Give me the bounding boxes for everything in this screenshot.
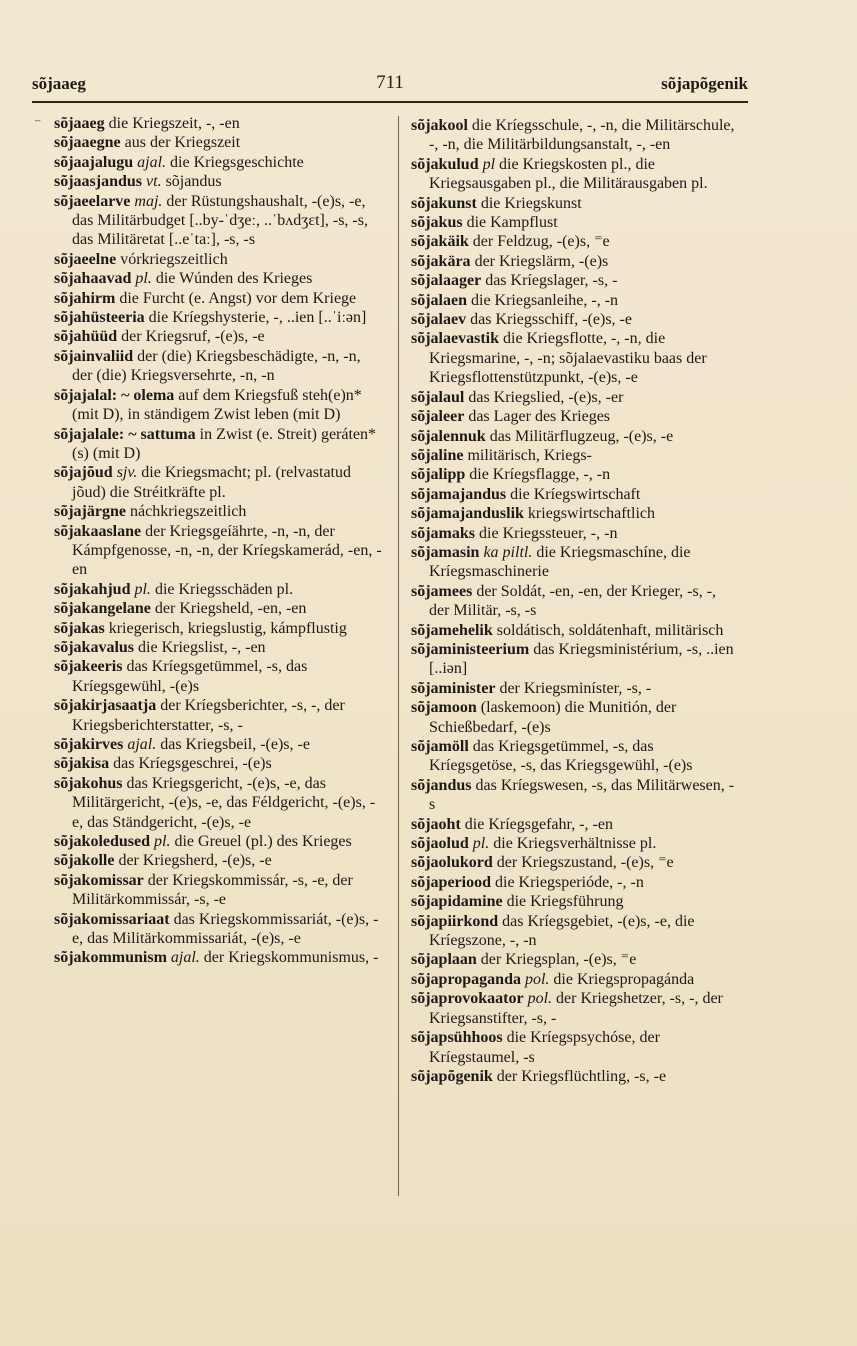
entry-headword: sõjamehelik [411, 621, 493, 639]
dictionary-entry [411, 427, 739, 446]
dictionary-entry [411, 465, 739, 484]
entry-translation: die Kriegsmaschíne, die Kríegsmaschinerie [429, 543, 691, 581]
entry-headword: sõjapropaganda [411, 970, 521, 988]
entry-translation: die Kríegswirtschaft [506, 485, 641, 503]
dictionary-entry [411, 737, 739, 776]
entry-headword: sõjaleer [411, 408, 465, 426]
dictionary-entry [411, 388, 739, 407]
dictionary-entry [54, 308, 382, 327]
entry-translation: die Kriegsmacht; pl. (relvastatud jõud) die Stréitkräfte pl. [72, 464, 351, 501]
entry-translation: in Zwist (e. Streit) geráten* (s) (mit D) [72, 425, 377, 462]
entry-translation: das Kríegsgeschrei, -(e)s [109, 755, 272, 773]
dictionary-entry [54, 696, 382, 735]
entry-translation: der Kriegsherd, -(e)s, -e [114, 852, 272, 870]
entry-label: pl. [130, 580, 151, 598]
dictionary-entry [54, 502, 382, 521]
entry-headword: sõjaplaan [411, 951, 477, 969]
left-column [54, 114, 382, 968]
entry-translation: der Kriegshetzer, -s, -, der Kriegsanstifter, -s, - [429, 990, 723, 1027]
entry-label: ajal. [123, 736, 157, 753]
entry-translation: die Kriegsführung [502, 893, 624, 911]
entry-translation: náchkriegszeitlich [125, 503, 247, 521]
entry-headword: sõjalaevastik [411, 330, 499, 348]
entry-headword: sõjalaul [411, 388, 465, 406]
dictionary-entry [54, 269, 382, 288]
dictionary-entry [54, 522, 382, 580]
entry-translation: der Kriegsflüchtling, -s, -e [492, 1067, 667, 1085]
entry-headword: sõjakulud [411, 155, 479, 173]
dictionary-entry [54, 851, 382, 870]
entry-translation: der Kríegsberichter, -s, -, der Kriegsberichterstatter, -s, - [72, 697, 345, 734]
entry-translation: das Kriegslied, -(e)s, -er [464, 388, 624, 406]
entry-headword: sõjakas [54, 619, 105, 637]
entry-translation: die Kríegsgefahr, -, -en [460, 815, 613, 833]
dictionary-entry [411, 853, 739, 872]
entry-headword: sõjamajandus [411, 485, 507, 503]
entry-headword: sõjaaegne [54, 134, 121, 152]
dictionary-entry [411, 640, 739, 679]
dictionary-entry [411, 582, 739, 621]
entry-label: pl [478, 155, 496, 173]
entry-translation: das Kríegswesen, -s, das Militärwesen, -s [429, 776, 735, 814]
dictionary-entry [411, 446, 739, 465]
entry-headword: sõjajalale: ~ sattuma [54, 425, 196, 443]
entry-translation: die Kríegsschule, -, -n, die Militärschule, -, -n, die Militärbildungsanstalt, -, -en [429, 117, 735, 154]
entry-translation: (laskemoon) die Munitión, der Schießbedarf, -(e)s [429, 699, 677, 736]
entry-label: pol. [520, 970, 550, 988]
dictionary-entry [411, 698, 739, 737]
dictionary-entry [411, 116, 739, 155]
entry-translation: der Kriegslärm, -(e)s [470, 252, 609, 270]
dictionary-entry [54, 657, 382, 696]
dictionary-entry [411, 621, 739, 640]
entry-headword: sõjakavalus [54, 638, 135, 656]
entry-headword: sõjakoledused [54, 833, 151, 851]
entry-translation: der Kriegsheld, -en, -en [150, 600, 307, 618]
entry-translation: der Kriegszustand, -(e)s, ⁼e [492, 854, 674, 872]
entry-headword: sõjakirjasaatja [54, 697, 157, 715]
entry-headword: sõjaminister [411, 679, 496, 697]
entry-translation: die Kríegshysterie, -, ..ien [..ˈiːən] [144, 309, 367, 327]
dictionary-entry [411, 679, 739, 698]
entry-headword: sõjaministeerium [411, 640, 530, 658]
entry-headword: sõjakäik [411, 233, 469, 251]
dictionary-entry [411, 989, 739, 1028]
entry-headword: sõjandus [411, 776, 472, 794]
entry-label: ka piltl. [479, 543, 533, 561]
dictionary-entry [411, 310, 739, 329]
entry-label: pl. [468, 835, 490, 853]
dictionary-entry [411, 213, 739, 232]
entry-headword: sõjaolud [411, 835, 469, 853]
entry-translation: die Kriegsperióde, -, -n [491, 873, 644, 891]
entry-label: vt. [142, 173, 162, 191]
right-column [411, 116, 739, 1086]
entry-headword: sõjahüsteeria [54, 309, 145, 327]
entry-headword: sõjaaeg [54, 115, 105, 132]
entry-headword: sõjaoht [411, 815, 461, 833]
header-left-headword: sõjaaeg [32, 74, 86, 93]
dictionary-entry [54, 619, 382, 638]
entry-headword: sõjakolle [54, 852, 115, 870]
entry-headword: sõjapõgenik [411, 1067, 493, 1085]
entry-translation: der Kriegskommissár, -s, -e, der Militärkommissár, -s, -e [72, 871, 353, 909]
entry-headword: sõjakirves [54, 736, 124, 753]
entry-headword: sõjamees [411, 582, 473, 600]
dictionary-entry [54, 133, 382, 152]
dictionary-entry [54, 599, 382, 618]
entry-translation: die Kriegspropagánda [549, 970, 695, 988]
dictionary-entry [411, 815, 739, 834]
entry-translation: der Kriegsgeíährte, -n, -n, der Kámpfgenosse, -n, -n, der Kríegskamerád, -en, -en [72, 522, 382, 579]
entry-label: ajal. [166, 949, 200, 967]
entry-label: pl. [150, 833, 171, 851]
dictionary-entry [54, 289, 382, 308]
entry-translation: der Soldát, -en, -en, der Krieger, -s, -, der Militär, -s, -s [429, 582, 717, 620]
entry-headword: sõjajärgne [54, 503, 126, 521]
entry-translation: militärisch, Kriegs- [463, 446, 592, 464]
entry-translation: der Kriegsminíster, -s, - [495, 679, 652, 697]
dictionary-entry [411, 970, 739, 989]
entry-label: ajal. [133, 153, 167, 171]
entry-translation: der Kriegsplan, -(e)s, ⁼e [476, 951, 637, 969]
entry-translation: das Kriegsgetümmel, -s, das Kríegsgetöse, -s, das Kriegsgewühl, -(e)s [429, 738, 693, 775]
entry-translation: die Kriegsgeschichte [166, 153, 304, 171]
entry-headword: sõjakomissariaat [54, 910, 170, 928]
dictionary-entry [54, 871, 382, 910]
dictionary-entry [411, 329, 739, 387]
entry-headword: sõjakomissar [54, 871, 144, 889]
entry-headword: sõjahüüd [54, 328, 118, 346]
entry-headword: sõjakära [411, 252, 471, 270]
entry-translation: das Kríegsgebiet, -(e)s, -e, die Kríegszone, -, -n [429, 912, 695, 950]
entry-headword: sõjamajanduslik [411, 505, 524, 523]
entry-translation: das Kríegslager, -s, - [481, 272, 618, 290]
entry-headword: sõjaolukord [411, 854, 493, 872]
entry-translation: das Kriegsministérium, -s, ..ien [..iən] [429, 640, 734, 678]
dictionary-entry [411, 504, 739, 523]
entry-headword: sõjalennuk [411, 427, 486, 445]
dictionary-entry [411, 834, 739, 853]
entry-translation: der Kriegsruf, -(e)s, -e [117, 328, 265, 346]
entry-headword: sõjamaks [411, 524, 476, 542]
entry-translation: der Feldzug, -(e)s, ⁼e [468, 233, 610, 251]
page-number: 711 [376, 72, 404, 93]
entry-translation: der Rüstungshaushalt, -(e)s, -e, das Militärbudget [..by-ˈdʒeː, ..ˈbʌdʒɛt], -s, -s, das Militäretat [..eˈtaː], -s, -s [72, 192, 368, 249]
dictionary-entry [411, 776, 739, 815]
entry-translation: das Kriegskommissariát, -(e)s, -e, das Militärkommissariát, -(e)s, -e [72, 910, 379, 948]
entry-headword: sõjakisa [54, 755, 110, 773]
dictionary-entry [54, 250, 382, 269]
entry-headword: sõjalipp [411, 466, 466, 484]
dictionary-entry [54, 327, 382, 346]
dictionary-entry [54, 192, 382, 250]
entry-translation: die Wúnden des Krieges [151, 270, 313, 288]
dictionary-entry [54, 832, 382, 851]
entry-translation: kriegswirtschaftlich [523, 505, 655, 523]
entry-translation: die Kríegsflagge, -, -n [465, 466, 611, 484]
entry-label: pol. [523, 990, 553, 1008]
entry-headword: sõjahirm [54, 289, 116, 307]
dictionary-entry [411, 912, 739, 951]
dictionary-entry [411, 950, 739, 969]
dictionary-entry [54, 463, 382, 502]
entry-headword: sõjapiirkond [411, 912, 499, 930]
dictionary-entry [54, 948, 382, 967]
dictionary-entry [411, 407, 739, 426]
dictionary-entry [411, 232, 739, 251]
entry-headword: sõjaperiood [411, 873, 491, 891]
entry-headword: sõjakohus [54, 774, 123, 792]
entry-translation: sõjandus [161, 173, 222, 191]
entry-translation: kriegerisch, kriegslustig, kámpflustig [104, 619, 347, 637]
entry-headword: sõjakus [411, 214, 463, 232]
entry-headword: sõjajalal: ~ olema [54, 386, 175, 404]
dictionary-entry [411, 524, 739, 543]
dictionary-entry [54, 754, 382, 773]
dictionary-entry [54, 910, 382, 949]
dictionary-entry [54, 580, 382, 599]
dictionary-entry [411, 1067, 739, 1086]
entry-headword: sõjakangelane [54, 600, 151, 618]
entry-headword: sõjalaen [411, 291, 467, 309]
entry-headword: sõjaasjandus [54, 173, 143, 191]
dictionary-entry [411, 873, 739, 892]
entry-translation: die Kriegsanleihe, -, -n [467, 291, 619, 309]
entry-headword: sõjaprovokaator [411, 990, 524, 1008]
entry-translation: die Kriegslist, -, -en [134, 638, 266, 656]
margin-mark: ⁻ [34, 116, 42, 132]
entry-translation: die Kriegsschäden pl. [150, 580, 294, 598]
entry-translation: die Furcht (e. Angst) vor dem Kriege [115, 289, 357, 307]
entry-translation: soldátisch, soldátenhaft, militärisch [492, 621, 724, 639]
entry-translation: die Kriegsflotte, -, -n, die Kriegsmarine, -, -n; sõjalaevastiku baas der Kriegsflottenstützpunkt, -(e)s, -e [429, 330, 707, 387]
dictionary-entry [54, 172, 382, 191]
entry-headword: sõjaline [411, 446, 464, 464]
header-rule [32, 101, 748, 103]
entry-headword: sõjamöll [411, 738, 469, 755]
entry-label: maj. [130, 192, 163, 210]
dictionary-entry [411, 155, 739, 194]
entry-headword: sõjakunst [411, 194, 477, 212]
entry-headword: sõjakommunism [54, 949, 167, 967]
dictionary-entry [54, 114, 382, 133]
entry-translation: der (die) Kriegsbeschädigte, -n, -n, der (die) Kriegsversehrte, -n, -n [72, 347, 361, 385]
dictionary-entry [411, 252, 739, 271]
entry-headword: sõjaajalugu [54, 153, 134, 171]
dictionary-entry [411, 291, 739, 310]
entry-translation: das Kríegsgetümmel, -s, das Kríegsgewühl, -(e)s [72, 658, 308, 695]
entry-headword: sõjakeeris [54, 658, 123, 676]
dictionary-entry [54, 153, 382, 172]
entry-label: pl. [131, 270, 152, 288]
entry-translation: das Kriegsbeil, -(e)s, -e [156, 736, 310, 753]
entry-label: sjv. [112, 464, 138, 482]
entry-headword: sõjakool [411, 117, 468, 134]
entry-translation: die Kriegszeit, -, -en [104, 115, 240, 132]
dictionary-entry [54, 347, 382, 386]
entry-headword: sõjamasin [411, 543, 480, 561]
entry-translation: die Kriegskunst [476, 194, 582, 212]
dictionary-entry [54, 425, 382, 464]
header-right-headword: sõjapõgenik [661, 74, 748, 93]
entry-translation: die Kriegsverhältnisse pl. [489, 835, 657, 853]
dictionary-entry [411, 485, 739, 504]
dictionary-entry [54, 386, 382, 425]
entry-headword: sõjapsühhoos [411, 1029, 503, 1047]
entry-translation: das Kriegsgericht, -(e)s, -e, das Militärgericht, -(e)s, -e, das Féldgericht, -(e)s, -e, das Ständgericht, -(e)s, -e [72, 774, 376, 831]
entry-headword: sõjahaavad [54, 270, 132, 288]
entry-headword: sõjakaaslane [54, 522, 142, 540]
entry-translation: der Kriegskommunismus, - [199, 949, 379, 967]
entry-translation: das Kriegsschiff, -(e)s, -e [466, 311, 632, 329]
entry-headword: sõjainvaliid [54, 347, 134, 365]
entry-translation: die Greuel (pl.) des Krieges [170, 833, 352, 851]
entry-headword: sõjaeelarve [54, 192, 131, 210]
dictionary-entry [411, 271, 739, 290]
entry-translation: vórkriegszeitlich [116, 250, 228, 268]
entry-headword: sõjapidamine [411, 893, 503, 911]
dictionary-entry [54, 774, 382, 832]
entry-headword: sõjalaev [411, 311, 467, 329]
entry-translation: auf dem Kriegsfuß steh(e)n* (mit D), in ständigem Zwist leben (mit D) [72, 386, 362, 424]
entry-headword: sõjaeelne [54, 250, 117, 268]
column-divider [398, 116, 399, 1196]
entry-translation: aus der Kriegszeit [120, 134, 241, 152]
page-header [32, 74, 748, 100]
dictionary-entry [411, 892, 739, 911]
entry-translation: die Kríegspsychóse, der Kríegstaumel, -s [429, 1029, 660, 1066]
dictionary-entry [54, 735, 382, 754]
entry-headword: sõjalaager [411, 272, 482, 290]
entry-translation: die Kampflust [462, 214, 558, 232]
entry-headword: sõjajõud [54, 464, 113, 482]
dictionary-entry [54, 638, 382, 657]
dictionary-entry [411, 1028, 739, 1067]
entry-translation: die Kriegssteuer, -, -n [475, 524, 618, 542]
dictionary-entry [411, 543, 739, 582]
entry-headword: sõjamoon [411, 699, 477, 717]
entry-translation: das Militärflugzeug, -(e)s, -e [485, 427, 674, 445]
entry-translation: die Kriegskosten pl., die Kriegsausgaben pl., die Militärausgaben pl. [429, 155, 708, 193]
dictionary-entry [411, 194, 739, 213]
entry-translation: das Lager des Krieges [464, 408, 611, 426]
entry-headword: sõjakahjud [54, 580, 131, 598]
